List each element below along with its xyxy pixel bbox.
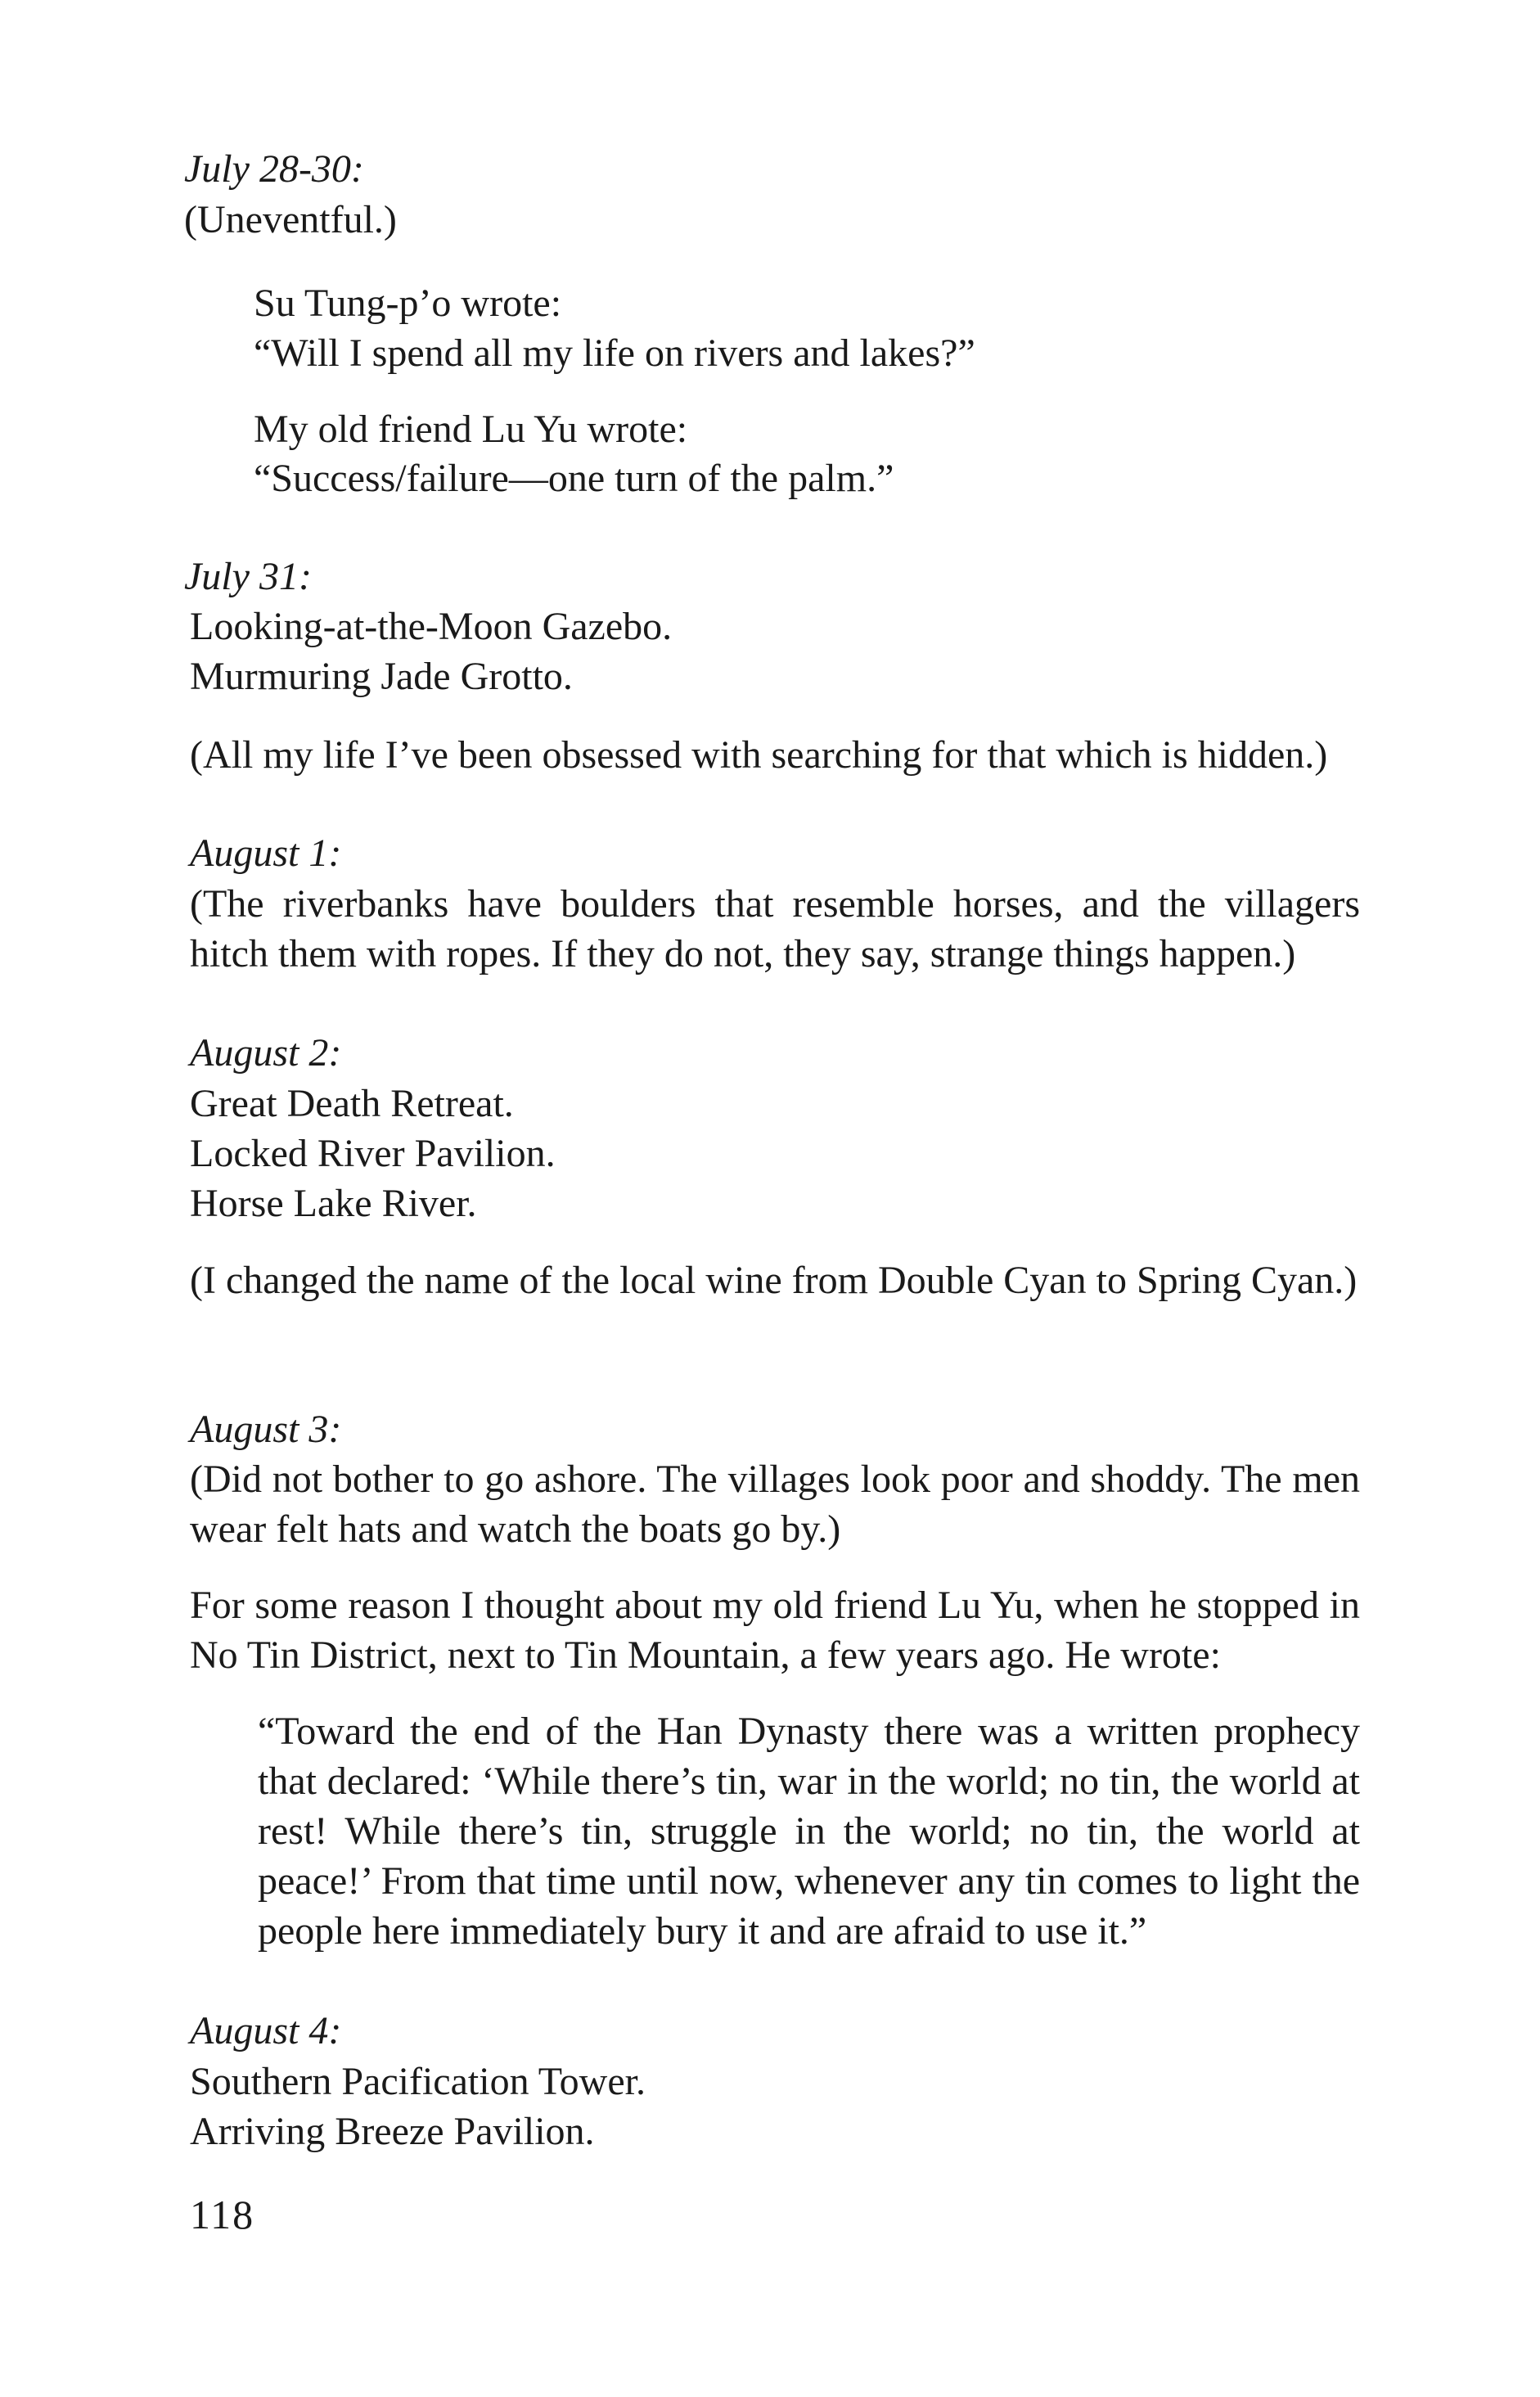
place-arriving-breeze-pavilion: Arriving Breeze Pavilion.: [190, 2110, 595, 2153]
place-locked-river-pavilion: Locked River Pavilion.: [190, 1132, 556, 1175]
page-number: 118: [190, 2192, 255, 2237]
entry-date-august-1: August 1:: [190, 831, 342, 875]
entry-note-july-28: (Uneventful.): [184, 198, 397, 241]
place-great-death-retreat: Great Death Retreat.: [190, 1082, 514, 1125]
block-quote-tin-prophecy: “Toward the end of the Han Dynasty there was a written prophecy that declared: ‘While there’s tin, war in the world; no tin, the world at rest! While there’s tin, struggle in the world; no tin, the world at peace!’ From that time until now, whenever any tin comes to light the people here immediately bury it and are afraid to use it.”: [258, 1710, 1360, 1953]
entry-date-july-31: July 31:: [184, 555, 312, 598]
lu-yu-intro: My old friend Lu Yu wrote:: [254, 408, 688, 451]
entry-note-august-2: (I changed the name of the local wine from Double Cyan to Spring Cyan.): [190, 1259, 1358, 1302]
su-tungpo-intro: Su Tung-p’o wrote:: [254, 282, 562, 325]
place-horse-lake-river: Horse Lake River.: [190, 1182, 477, 1225]
entry-date-august-4: August 4:: [190, 2009, 342, 2052]
entry-date-august-2: August 2:: [190, 1031, 342, 1075]
entry-note-july-31: (All my life I’ve been obsessed with searching for that which is hidden.): [190, 733, 1328, 777]
entry-date-august-3: August 3:: [190, 1408, 342, 1451]
entry-date-july-28: July 28-30:: [184, 147, 364, 191]
su-tungpo-quote: “Will I spend all my life on rivers and lakes?”: [254, 331, 975, 375]
body-paragraph-lu-yu: For some reason I thought about my old friend Lu Yu, when he stopped in No Tin District, next to Tin Mountain, a few years ago. He wrote:: [190, 1584, 1360, 1677]
place-murmuring-jade-grotto: Murmuring Jade Grotto.: [190, 655, 573, 698]
lu-yu-quote: “Success/failure—one turn of the palm.”: [254, 457, 894, 500]
place-looking-moon-gazebo: Looking-at-the-Moon Gazebo.: [190, 605, 673, 648]
entry-note-august-3: (Did not bother to go ashore. The villages look poor and shoddy. The men wear felt hats and watch the boats go by.): [190, 1458, 1360, 1551]
entry-note-august-1: (The riverbanks have boulders that resemble horses, and the villagers hitch them with ropes. If they do not, they say, strange things happen.): [190, 882, 1360, 975]
place-southern-pacification-tower: Southern Pacification Tower.: [190, 2060, 646, 2103]
